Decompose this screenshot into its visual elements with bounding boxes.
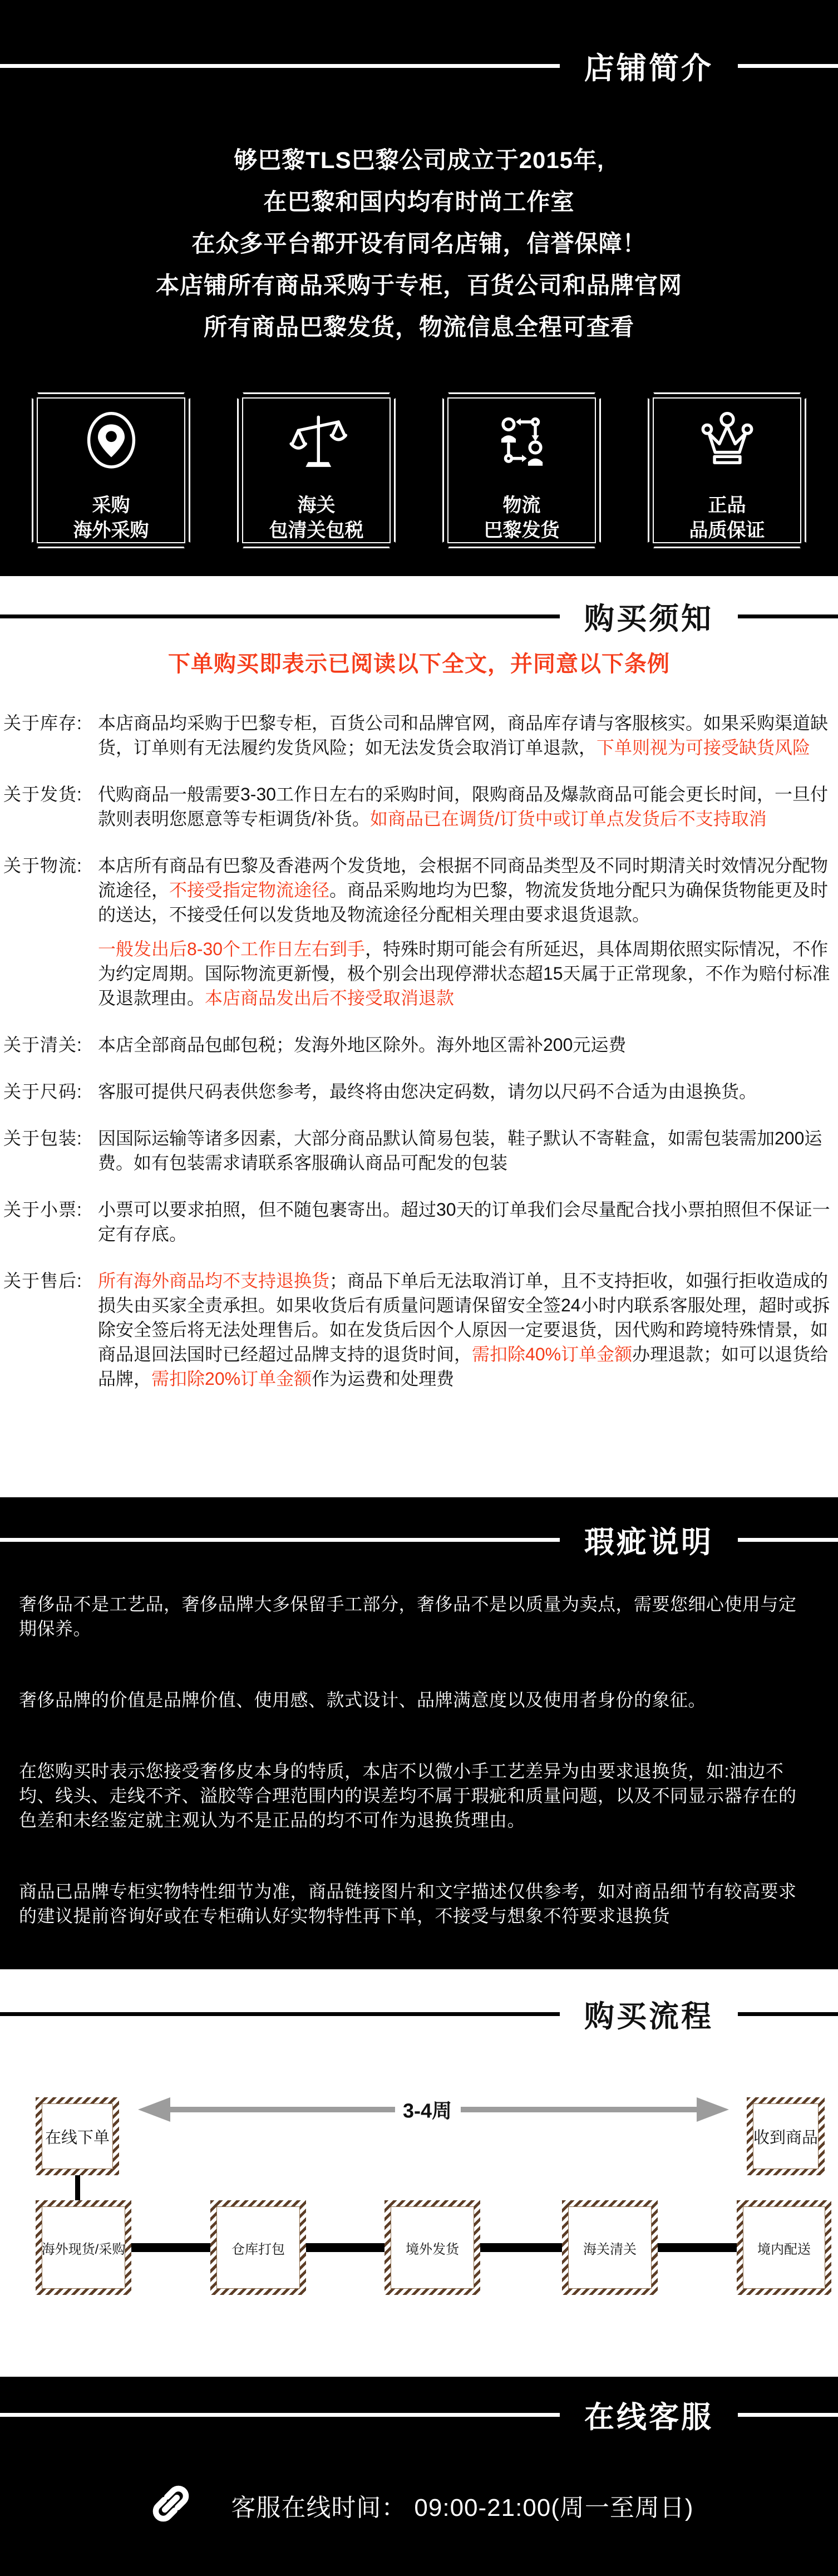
flow-connector [306, 2243, 385, 2252]
feature-box-authentic [648, 392, 806, 548]
defect-paragraph: 在您购买时表示您接受奢侈皮本身的特质，本店不以微小手工艺差异为由要求退换货，如:油边不均、线头、走线不齐、溢胶等合理范围内的误差均不属于瑕疵和质量问题，以及不同显示器存在的色差和未经鉴定就主观认为不是正品的均不可作为退换货理由。 [19, 1761, 797, 1830]
exchange-icon [444, 409, 599, 474]
notice-item-stock [2, 711, 836, 760]
notice-item-text: 本店商品均采购于巴黎专柜，百货公司和品牌官网，商品库存请与客服核实。如果采购渠道缺货，订单则有无法履约发货风险；如无法发货会取消订单退款，下单则视为可接受缺货风险 [98, 713, 829, 758]
notice-item-aftersales [2, 1269, 836, 1391]
scale-icon [239, 409, 394, 474]
header-line-left [0, 64, 560, 68]
notice-item-text: 客服可提供尺码表供您参考，最终将由您决定码数，请勿以尺码不合适为由退换货。 [98, 1081, 757, 1102]
purchase-notice-title: 购买须知 [584, 602, 713, 636]
feature-label-line2: 包清关包税 [269, 520, 364, 541]
notice-item-label: 关于发货: [3, 784, 82, 804]
header-line-left [0, 2012, 560, 2016]
link-chain-icon [144, 2477, 198, 2533]
notice-item-label: 关于售后: [3, 1271, 82, 1291]
customer-service-header [0, 2397, 838, 2432]
flow-duration-label: 3-4周 [395, 2096, 460, 2124]
service-hours-row [0, 2477, 838, 2533]
notice-item-text: 小票可以要求拍照，但不随包裹寄出。超过30天的订单我们会尽量配合找小票拍照但不保证一定有存底。 [98, 1199, 830, 1244]
notice-item-receipt [2, 1197, 836, 1246]
flow-step-overseas-ship: 境外发货 [385, 2200, 480, 2295]
purchase-flow-title: 购买流程 [584, 1999, 713, 2033]
feature-box-logistics [442, 392, 601, 548]
flow-step-receive: 收到商品 [747, 2097, 825, 2175]
service-hours-value: 09:00-21:00(周一至周日) [414, 2494, 694, 2521]
notice-item-shipping [2, 782, 836, 831]
feature-label-line2: 海外采购 [73, 520, 149, 541]
notice-item-text: 代购商品一般需要3-30工作日左右的采购时间，限购商品及爆款商品可能会更长时间，一旦付款则表明您愿意等专柜调货/补货。如商品已在调货/订货中或订单点发货后不支持取消 [98, 784, 829, 829]
header-line-right [738, 1538, 838, 1542]
defect-notes-title: 瑕疵说明 [584, 1525, 713, 1559]
defect-notes-section [0, 1497, 838, 1969]
flow-step-warehouse-pack: 仓库打包 [210, 2200, 306, 2295]
header-line-right [738, 2413, 838, 2417]
header-line-right [738, 2012, 838, 2016]
notice-item-label: 关于小票: [3, 1199, 82, 1220]
purchase-notice-section [0, 576, 838, 1497]
feature-box-purchase [32, 392, 190, 548]
feature-label-line1: 物流 [502, 495, 541, 516]
duration-arrow-line-left [170, 2107, 397, 2112]
notice-item-label: 关于物流: [3, 856, 82, 876]
intro-line: 在众多平台都开设有同名店铺，信誉保障！ [191, 230, 647, 257]
notice-list [0, 711, 838, 1391]
feature-label-line1: 海关 [297, 495, 336, 516]
purchase-notice-subtitle: 下单购买即表示已阅读以下全文，并同意以下条例 [168, 652, 670, 676]
service-hours-text [231, 2487, 693, 2523]
notice-item-label: 关于包装: [3, 1128, 82, 1148]
store-intro-header [0, 48, 838, 83]
flow-step-customs-clear: 海关清关 [562, 2200, 658, 2295]
notice-item-sizing [2, 1079, 836, 1104]
notice-item-text: 本店所有商品有巴黎及香港两个发货地，会根据不同商品类型及不同时期清关时效情况分配物流途径，不接受指定物流途径。商品采购地均为巴黎，物流发货地分配只为确保货物能更及时的送达，不接受任何以发货地及物流途径分配相关理由要求退货退款。 [98, 856, 829, 925]
feature-badges [0, 392, 838, 548]
header-line-right [738, 614, 838, 618]
header-line-right [738, 64, 838, 68]
location-pin-icon [33, 409, 189, 474]
purchase-flow-section [0, 1969, 838, 2377]
customer-service-title: 在线客服 [584, 2400, 713, 2434]
feature-label-line1: 正品 [708, 495, 746, 516]
flow-connector-vertical [75, 2175, 80, 2200]
arrow-head-right-icon [697, 2097, 729, 2122]
duration-arrow-line-right [461, 2107, 697, 2112]
notice-item-label: 关于库存: [3, 713, 82, 733]
intro-line: 本店铺所有商品采购于专柜，百货公司和品牌官网 [155, 272, 682, 298]
customer-service-section [0, 2377, 838, 2576]
notice-item-text: 因国际运输等诸多因素，大部分商品默认简易包装，鞋子默认不寄鞋盒，如需包装需加200运费。如有包装需求请联系客服确认商品可配发的包装 [98, 1128, 822, 1173]
feature-label-line2: 巴黎发货 [484, 520, 560, 541]
feature-box-customs [237, 392, 396, 548]
defect-paragraphs [0, 1592, 838, 1928]
store-intro-title: 店铺简介 [584, 51, 713, 85]
notice-item-packaging [2, 1126, 836, 1175]
purchase-flow-header [0, 1996, 838, 2032]
feature-label-line1: 采购 [92, 495, 130, 516]
notice-item-label: 关于尺码: [3, 1081, 82, 1102]
notice-item-text: 一般发出后8-30个工作日左右到手，特殊时期可能会有所延迟，具体周期依照实际情况，不作为约定周期。国际物流更新慢，极个别会出现停滞状态超15天属于正常现象，不作为赔付标准及退款理由。本店商品发出后不接受取消退款 [98, 939, 830, 1008]
crown-icon [649, 409, 805, 474]
header-line-left [0, 1538, 560, 1542]
defect-paragraph: 奢侈品牌的价值是品牌价值、使用感、款式设计、品牌满意度以及使用者身份的象征。 [19, 1690, 707, 1710]
flow-step-domestic-delivery: 境内配送 [737, 2200, 831, 2295]
store-intro-text [0, 139, 838, 348]
notice-item-label: 关于清关: [3, 1035, 82, 1055]
feature-label-line2: 品质保证 [689, 520, 765, 541]
flow-connector [131, 2243, 210, 2252]
intro-line: 所有商品巴黎发货，物流信息全程可查看 [203, 314, 634, 340]
notice-item-text: 本店全部商品包邮包税；发海外地区除外。海外地区需补200元运费 [98, 1035, 627, 1055]
purchase-notice-header [0, 598, 838, 634]
flow-step-overseas-stock: 海外现货/采购 [36, 2200, 131, 2295]
header-line-left [0, 614, 560, 618]
notice-item-text: 所有海外商品均不支持退换货；商品下单后无法取消订单，且不支持拒收，如强行拒收造成的损失由买家全责承担。如果收货后有质量问题请保留安全签24小时内联系客服处理，超时或拆除安全签后将无法处理售后。如在发货后因个人原因一定要退货，因代购和跨境特殊情景，如商品退回法国时已经超过品牌支持的退货时间，需扣除40%订单金额办理退款；如可以退货给品牌，需扣除20%订单金额作为运费和处理费 [98, 1271, 830, 1389]
service-hours-label: 客服在线时间： [231, 2494, 407, 2521]
defect-notes-header [0, 1522, 838, 1557]
store-intro-section [0, 0, 838, 576]
intro-line: 够巴黎TLS巴黎公司成立于2015年, [234, 147, 604, 173]
header-line-left [0, 2413, 560, 2417]
flow-step-order: 在线下单 [36, 2097, 119, 2175]
flow-connector [658, 2243, 737, 2252]
notice-item-logistics [2, 853, 836, 1010]
intro-line: 在巴黎和国内均有时尚工作室 [263, 189, 575, 215]
arrow-head-left-icon [138, 2097, 170, 2122]
defect-paragraph: 奢侈品不是工艺品，奢侈品牌大多保留手工部分，奢侈品不是以质量为卖点，需要您细心使用与定期保养。 [19, 1594, 797, 1639]
purchase-flowchart [0, 2058, 838, 2370]
defect-paragraph: 商品已品牌专柜实物特性细节为准，商品链接图片和文字描述仅供参考，如对商品细节有较高要求的建议提前咨询好或在专柜确认好实物特性再下单，不接受与想象不符要求退换货 [19, 1881, 797, 1926]
flow-connector [480, 2243, 562, 2252]
notice-item-clearance [2, 1033, 836, 1057]
